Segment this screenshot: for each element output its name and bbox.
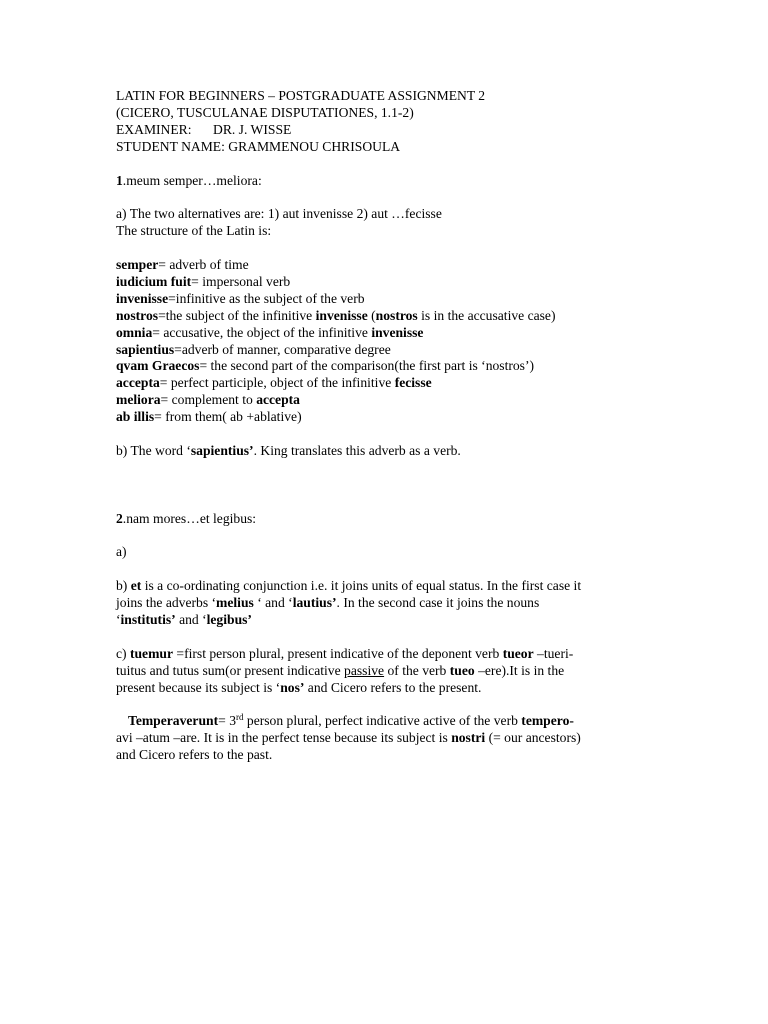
term-definition-cont: (: [367, 307, 376, 323]
term-definition: = adverb of time: [158, 257, 249, 273]
term-ref: invenisse: [371, 324, 424, 340]
term: semper: [116, 257, 159, 273]
q1-heading: [116, 173, 656, 190]
document-body: [116, 88, 656, 764]
term: qvam Graecos: [116, 358, 200, 374]
q2-answer-d-line1: [116, 713, 656, 730]
emphasis-word: et: [130, 578, 142, 594]
text-run: b) The word ‘: [116, 442, 191, 458]
term: sapientius: [116, 341, 175, 357]
emphasis-word: institutis’: [120, 611, 176, 627]
q1-answer-a: a) The two alternatives are: 1) aut invenisse 2) aut …fecisse: [116, 206, 442, 222]
text-run: and Cicero refers to the present.: [304, 679, 482, 695]
text-run: . King translates this adverb as a verb.: [253, 442, 461, 458]
q2-answer-d-line3: and Cicero refers to the past.: [116, 747, 273, 763]
q2-answer-c-line1: [116, 646, 656, 663]
term: iudicium fuit: [116, 273, 192, 289]
text-run: = 3: [218, 713, 236, 729]
term-row: [116, 308, 656, 325]
q2-number: 2: [116, 510, 123, 526]
term-definition-cont: is in the accusative case): [417, 307, 556, 323]
q2-answer-b-line2: [116, 595, 656, 612]
assignment-title: LATIN FOR BEGINNERS – POSTGRADUATE ASSIGNMENT 2: [116, 88, 486, 103]
emphasis-word: Temperaverunt: [128, 713, 219, 729]
text-run: and ‘: [175, 611, 207, 627]
emphasis-word: nos’: [280, 679, 305, 695]
q2-answer-d-line2: [116, 730, 656, 747]
term-row: [116, 257, 656, 274]
emphasis-word: sapientius’: [190, 442, 254, 458]
q1-number: 1: [116, 172, 123, 188]
term: invenisse: [116, 290, 169, 306]
term-definition: = complement to: [160, 392, 257, 408]
term-definition: = perfect participle, object of the infinitive: [159, 375, 395, 391]
q2-answer-c-line3: [116, 680, 656, 697]
text-run: person plural, perfect indicative active of the verb: [243, 713, 522, 729]
q1-passage: .meum semper…meliora:: [122, 172, 262, 188]
examiner-name: DR. J. WISSE: [213, 121, 292, 137]
term-definition: =infinitive as the subject of the verb: [168, 290, 365, 306]
emphasis-word: lautius’: [292, 595, 337, 611]
q2-answer-b-line1: [116, 578, 656, 595]
term-row: [116, 325, 656, 342]
term-ref: fecisse: [394, 375, 432, 391]
q2-passage: .nam mores…et legibus:: [122, 510, 257, 526]
text-run: c): [116, 645, 130, 661]
student-name-line: STUDENT NAME: GRAMMENOU CHRISOULA: [116, 138, 401, 154]
q2-answer-c-line2: [116, 663, 656, 680]
q1-answer-b: [116, 443, 656, 460]
term: ab illis: [116, 409, 155, 425]
term-ref: accepta: [256, 392, 300, 408]
text-run: avi –atum –are. It is in the perfect tense because its subject is: [116, 730, 452, 746]
text-run: present because its subject is ‘: [116, 679, 281, 695]
term-row: [116, 342, 656, 359]
term: omnia: [116, 324, 153, 340]
term: meliora: [116, 392, 161, 408]
text-run: =first person plural, present indicative of the deponent verb: [173, 645, 503, 661]
term: nostros: [116, 307, 159, 323]
text-run: -: [569, 713, 574, 729]
emphasis-word: tueor: [502, 645, 534, 661]
q2-heading: [116, 511, 656, 528]
text-run: . In the second case it joins the nouns: [336, 595, 540, 611]
term-row: [116, 358, 656, 375]
text-run: ‘: [116, 611, 121, 627]
text-run: tuitus and tutus sum(or present indicative: [116, 662, 345, 678]
term-definition: = impersonal verb: [191, 273, 291, 289]
superscript: rd: [236, 712, 244, 723]
term-row: [116, 274, 656, 291]
text-run: –ere).It is in the: [474, 662, 565, 678]
emphasis-word: legibus’: [206, 611, 252, 627]
term-definition: =the subject of the infinitive: [158, 307, 316, 323]
text-run: of the verb: [384, 662, 450, 678]
emphasis-word: tuemur: [129, 645, 174, 661]
emphasis-word: tempero: [521, 713, 570, 729]
term: accepta: [116, 375, 160, 391]
text-run: is a co-ordinating conjunction i.e. it joins units of equal status. In the first case it: [141, 578, 582, 594]
term-row: [116, 291, 656, 308]
text-run: joins the adverbs ‘: [116, 595, 217, 611]
emphasis-word: melius: [216, 595, 254, 611]
underlined-word: passive: [344, 662, 385, 678]
emphasis-word: tueo: [449, 662, 475, 678]
text-run: –tueri-: [533, 645, 574, 661]
term-ref: invenisse: [315, 307, 368, 323]
text-run: ‘ and ‘: [253, 595, 293, 611]
q2-answer-a: a): [116, 544, 127, 560]
term-definition: =adverb of manner, comparative degree: [174, 341, 391, 357]
source-reference: (CICERO, TUSCULANAE DISPUTATIONES, 1.1-2): [116, 104, 414, 120]
term-definition: = from them( ab +ablative): [154, 409, 302, 425]
text-run: b): [116, 578, 131, 594]
term-ref: nostros: [375, 307, 418, 323]
q2-answer-b-line3: [116, 612, 656, 629]
term-definition: = the second part of the comparison(the first part is ‘nostros’): [199, 358, 535, 374]
term-row: [116, 375, 656, 392]
term-row: [116, 409, 656, 426]
q1-structure-intro: The structure of the Latin is:: [116, 223, 272, 239]
term-row: [116, 392, 656, 409]
examiner-label: EXAMINER:: [116, 121, 192, 137]
term-definition: = accusative, the object of the infinitive: [152, 324, 372, 340]
emphasis-word: nostri: [451, 730, 486, 746]
text-run: (= our ancestors): [485, 730, 581, 746]
examiner-line: [116, 122, 656, 139]
